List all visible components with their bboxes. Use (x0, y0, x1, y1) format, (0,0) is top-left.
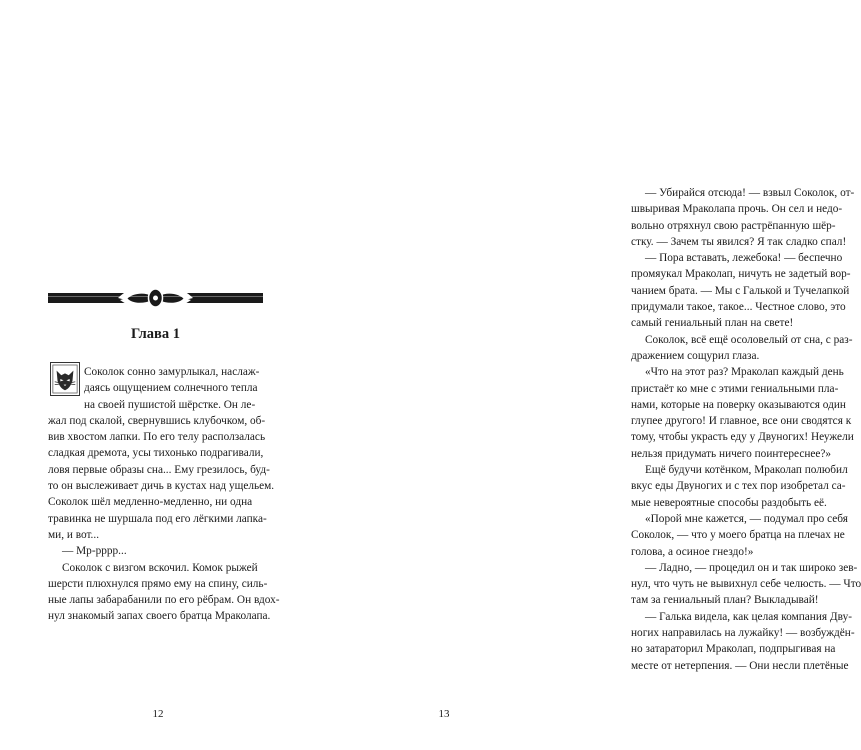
text-line: мые невероятные способы раздобыть её. (631, 496, 827, 509)
text-line: пристаёт ко мне с этими гениальными пла- (631, 382, 839, 395)
text-line: но затараторил Мраколап, подпрыгивая на (631, 643, 836, 656)
text-line: сладкая дремота, усы тихонько подрагивали, (48, 447, 264, 460)
text-line: Ещё будучи котёнком, Мраколап полюбил (645, 464, 848, 477)
text-line: Соколок, всё ещё осоловелый от сна, с раз- (645, 333, 853, 346)
text-line: нельзя придумать ничего поинтереснее?» (631, 447, 832, 460)
text-line: швыривая Мраколапа прочь. Он сел и недо- (631, 203, 843, 216)
text-line: промяукал Мраколап, ничуть не задетый вор- (631, 268, 851, 281)
right-page (300, 0, 861, 750)
text-line: Соколок, — что у моего братца на плечах не (631, 529, 845, 542)
left-page-text (48, 364, 280, 625)
text-line: ные лапы забарабанили по его рёбрам. Он вдох- (48, 594, 280, 607)
text-line: чанием брата. — Мы с Галькой и Тучелапкой (631, 284, 850, 297)
text-line: ловя первые образы сна... Ему грезилось, буд- (48, 463, 270, 476)
text-line: — Ладно, — процедил он и так широко зев- (645, 561, 858, 574)
text-line: Соколок сонно замурлыкал, наслаж- (84, 366, 260, 378)
text-line: стку. — Зачем ты явился? Я так сладко спал! (631, 235, 847, 248)
text-line: на своей пушистой шёрстке. Он ле- (84, 398, 256, 411)
text-line: — Пора вставать, лежебока! — беспечно (645, 252, 843, 265)
text-line: жал под скалой, свернувшись клубочком, об- (48, 414, 266, 427)
text-line: вольно отряхнул свою растрёпанную шёр- (631, 219, 836, 232)
text-line: «Что на этот раз? Мраколап каждый день (645, 366, 844, 379)
text-line: нами, которые на поверку оказываются один (631, 398, 846, 411)
text-line: голова, а осиное гнездо!» (631, 545, 754, 558)
text-line: Соколок с визгом вскочил. Комок рыжей (62, 561, 258, 574)
text-line: травинка не шуршала под его лёгкими лапка- (48, 512, 267, 525)
text-line: Соколок шёл медленно-медленно, ни одна (48, 496, 253, 509)
text-line: ногих направилась на лужайку! — возбуждён- (631, 627, 855, 640)
text-line: — Убирайся отсюда! — взвыл Соколок, от- (645, 187, 855, 199)
text-line: дражением сощурил глаза. (631, 349, 760, 362)
text-line: нул знакомый запах своего братца Мраколапа. (48, 610, 271, 623)
text-line: месте от нетерпения. — Они несли плетёные (631, 659, 849, 672)
text-line: вкус еды Двуногих и с тех пор изобретал са- (631, 480, 846, 493)
text-line: нул, что чуть не вывихнул себе челюсть. — Что (631, 578, 861, 591)
text-line: придумали такое, такое... Честное слово, это (631, 301, 846, 314)
text-line: там за гениальный план? Выкладывай! (631, 594, 819, 607)
text-line: шерсти плюхнулся прямо ему на спину, силь- (48, 577, 268, 590)
page-number: 13 (438, 708, 450, 720)
text-line: самый гениальный план на свете! (631, 317, 794, 330)
chapter-ornament-icon (48, 284, 263, 312)
text-line: «Порой мне кажется, — подумал про себя (645, 512, 848, 525)
right-page-text (631, 185, 861, 674)
page-number: 12 (152, 708, 164, 720)
text-line: глупее другого! И главное, все они сводятся к (631, 415, 852, 428)
text-line: вив хвостом лапки. По его телу расползалась (48, 431, 266, 444)
text-line: ми, и вот... (48, 528, 100, 541)
text-line: то он выслеживает дичь в кустах над ущельем. (48, 480, 275, 493)
chapter-title: Глава 1 (131, 326, 180, 342)
text-line: — Галька видела, как целая компания Дву- (645, 610, 852, 623)
text-line: — Мр-рррр... (62, 545, 127, 558)
text-line: тому, чтобы украсть еду у Двуногих! Неужели (631, 431, 854, 444)
left-page (0, 0, 300, 750)
text-line: даясь ощущением солнечного тепла (84, 382, 258, 395)
